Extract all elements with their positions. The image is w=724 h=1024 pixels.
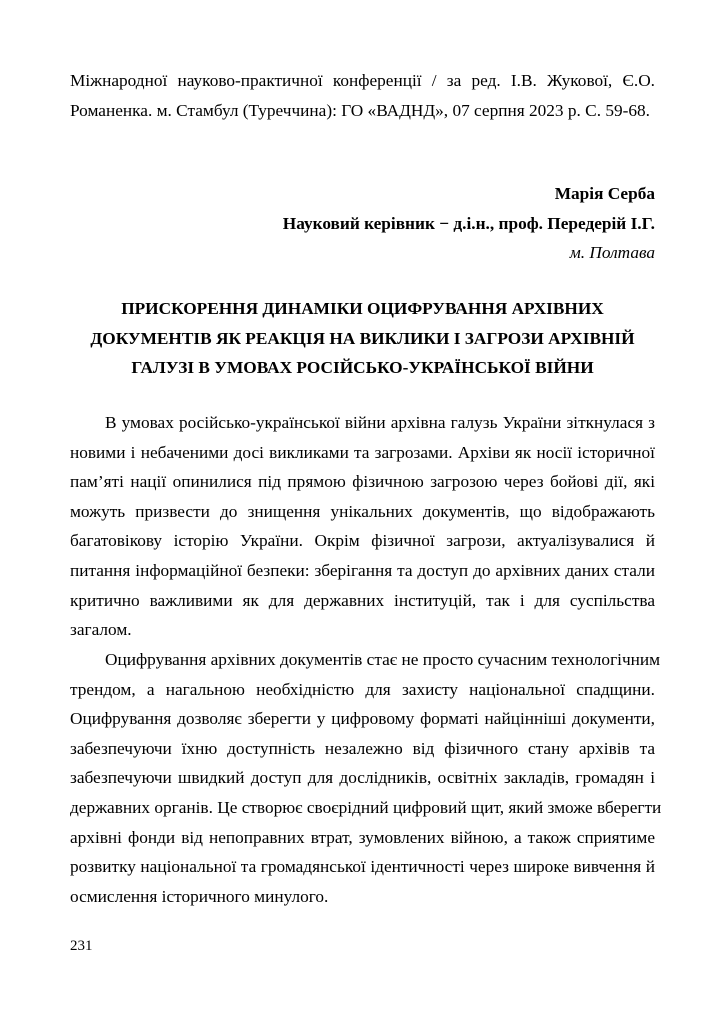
body-line: можуть призвести до знищення унікальних документів, що відображають bbox=[70, 501, 655, 521]
paragraph-1 bbox=[70, 408, 655, 645]
supervisor: Науковий керівник − д.і.н., проф. Передерій І.Г. bbox=[282, 213, 655, 233]
title-line: ДОКУМЕНТІВ ЯК РЕАКЦІЯ НА ВИКЛИКИ І ЗАГРОЗИ АРХІВНІЙ bbox=[90, 328, 635, 348]
body-line: Оцифрування дозволяє зберегти у цифровому форматі найцінніші документи, bbox=[70, 709, 655, 729]
article-title bbox=[70, 294, 655, 383]
body-line: В умовах російсько-української війни архівна галузь України зіткнулася з bbox=[105, 413, 655, 432]
body-line: пам’яті нації опинилися під прямою фізичною загрозою через бойові дії, які bbox=[70, 472, 655, 492]
body-line: трендом, а нагальною необхідністю для захисту національної спадщини. bbox=[70, 679, 655, 699]
citation-line: Романенка. м. Стамбул (Туреччина): ГО «ВАДНД», 07 серпня 2023 р. С. 59-68. bbox=[70, 100, 650, 120]
author-name: Марія Серба bbox=[554, 184, 655, 203]
paragraph-2 bbox=[70, 645, 662, 911]
author-block bbox=[70, 179, 655, 268]
citation bbox=[70, 66, 655, 125]
body-line: критично важливими як для державних інституцій, так і для суспільства bbox=[70, 590, 655, 610]
title-line: ГАЛУЗІ В УМОВАХ РОСІЙСЬКО-УКРАЇНСЬКОЇ ВІЙНИ bbox=[131, 358, 594, 378]
body-line: багатовікову історію України. Окрім фізичної загрози, актуалізувалися й bbox=[70, 531, 655, 551]
body-line: питання інформаційної безпеки: зберігання та доступ до архівних даних стали bbox=[70, 560, 655, 580]
body-line: осмислення історичного минулого. bbox=[70, 886, 329, 906]
citation-line: Міжнародної науково-практичної конференції / за ред. І.В. Жукової, Є.О. bbox=[70, 71, 655, 90]
title-line: ПРИСКОРЕННЯ ДИНАМІКИ ОЦИФРУВАННЯ АРХІВНИХ bbox=[121, 299, 604, 318]
body-line: Оцифрування архівних документів стає не просто сучасним технологічним bbox=[105, 650, 661, 669]
body-line: забезпечуючи їхню доступність незалежно від фізичного стану архівів та bbox=[70, 738, 655, 758]
body-line: архівні фонди від непоправних втрат, зумовлених війною, а також сприятиме bbox=[70, 827, 655, 847]
city: м. Полтава bbox=[569, 243, 655, 263]
body-line: розвитку національної та громадянської ідентичності через широке вивчення й bbox=[70, 857, 655, 877]
body-line: державних органів. Це створює своєрідний цифровий щит, який зможе вберегти bbox=[70, 797, 662, 817]
body-line: новими і небаченими досі викликами та загрозами. Архіви як носії історичної bbox=[70, 442, 655, 462]
page-number: 231 bbox=[70, 938, 93, 954]
body-line: забезпечуючи швидкий доступ для дослідників, освітніх закладів, громадян і bbox=[70, 768, 655, 788]
body-line: загалом. bbox=[70, 620, 132, 640]
